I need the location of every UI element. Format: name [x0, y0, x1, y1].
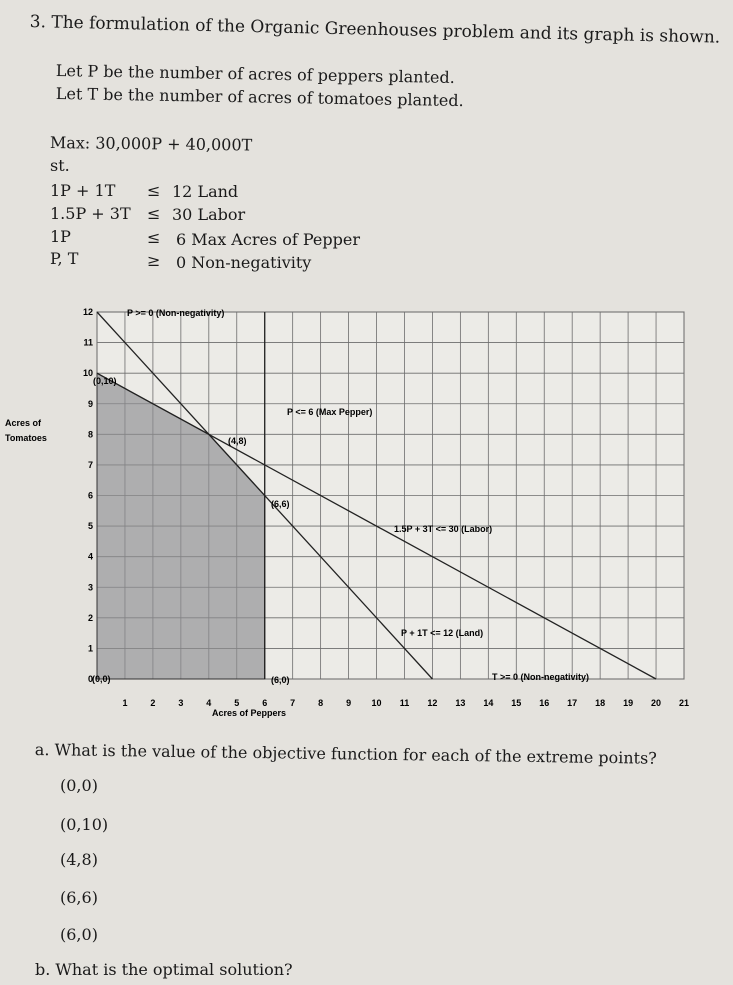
- x-tick-label: 9: [346, 698, 352, 708]
- constraint-rhs: 0 Non-negativity: [176, 253, 312, 272]
- y-tick-label: 10: [82, 368, 93, 379]
- constraint-rhs: 30 Labor: [172, 205, 246, 224]
- y-tick-label: 3: [87, 582, 93, 593]
- x-tick-label: 11: [399, 698, 410, 708]
- corner-label: (0,10): [93, 376, 117, 386]
- constraint-rhs: 6 Max Acres of Pepper: [176, 230, 360, 249]
- y-tick-label: 1: [87, 643, 93, 654]
- constraint-op: ≤: [147, 181, 161, 200]
- x-tick-label: 15: [511, 698, 522, 708]
- constraint-op: ≤: [147, 228, 161, 247]
- x-tick-label: 10: [371, 698, 382, 708]
- corner-label: (6,6): [271, 499, 290, 509]
- annotation-t-nonneg: T >= 0 (Non-negativity): [492, 672, 590, 682]
- annotation-labor: 1.5P + 3T <= 30 (Labor): [394, 524, 493, 534]
- constraint-lhs: 1P + 1T: [50, 181, 116, 200]
- corner-label: (4,8): [228, 436, 247, 446]
- constraint-lhs: 1P: [50, 227, 71, 246]
- y-tick-label: 7: [87, 459, 93, 470]
- x-tick-label: 3: [178, 698, 184, 708]
- let-p-text: Let P be the number of acres of peppers planted.: [55, 61, 455, 87]
- x-tick-label: 19: [623, 698, 634, 708]
- corner-label: (0,0): [92, 674, 111, 684]
- x-tick-label: 20: [651, 698, 662, 708]
- y-tick-label: 2: [87, 612, 93, 623]
- constraint-rhs: 12 Land: [172, 182, 239, 201]
- constraint-op: ≤: [147, 204, 161, 223]
- annotation-land: P + 1T <= 12 (Land): [401, 628, 484, 638]
- x-tick-label: 2: [150, 698, 156, 708]
- x-tick-label: 8: [318, 698, 324, 708]
- x-tick-label: 6: [262, 698, 268, 708]
- objective-function: Max: 30,000P + 40,000T: [49, 133, 253, 155]
- x-tick-label: 16: [539, 698, 550, 708]
- y-axis-label-line1: Acres of: [5, 418, 42, 428]
- y-tick-label: 0: [87, 674, 93, 684]
- x-tick-label: 21: [678, 698, 690, 708]
- y-tick-label: 11: [83, 337, 93, 348]
- constraint-lhs: P, T: [50, 249, 79, 268]
- y-tick-label: 5: [87, 521, 93, 532]
- extreme-point: (6,6): [60, 888, 98, 907]
- y-tick-label: 6: [87, 490, 93, 501]
- x-tick-label: 18: [595, 698, 606, 708]
- question-b: b. What is the optimal solution?: [35, 960, 293, 979]
- x-tick-label: 17: [567, 698, 578, 708]
- x-tick-label: 7: [290, 698, 296, 708]
- y-axis-label-line2: Tomatoes: [5, 433, 47, 443]
- annotation-p-nonneg: P >= 0 (Non-negativity): [127, 308, 225, 318]
- x-tick-label: 4: [206, 698, 212, 708]
- corner-label: (6,0): [271, 675, 290, 685]
- constraint-op: ≥: [147, 251, 161, 270]
- let-t-text: Let T be the number of acres of tomatoes planted.: [55, 84, 464, 111]
- extreme-point: (6,0): [60, 925, 98, 944]
- x-tick-label: 1: [122, 698, 128, 708]
- question-a: a. What is the value of the objective function for each of the extreme points?: [34, 740, 657, 768]
- problem-intro: 3. The formulation of the Organic Greenhouses problem and its graph is shown.: [29, 12, 721, 48]
- y-tick-label: 9: [87, 398, 93, 409]
- extreme-point: (4,8): [60, 850, 98, 869]
- annotation-max-pepper: P <= 6 (Max Pepper): [287, 407, 373, 417]
- subject-to: st.: [50, 156, 70, 175]
- y-tick-label: 8: [87, 429, 93, 440]
- x-tick-label: 12: [427, 698, 438, 708]
- constraint-lhs: 1.5P + 3T: [50, 204, 131, 223]
- extreme-point: (0,0): [60, 776, 98, 795]
- extreme-point: (0,10): [60, 815, 109, 834]
- x-axis-label: Acres of Peppers: [212, 708, 287, 718]
- x-tick-label: 5: [234, 698, 240, 708]
- x-tick-label: 14: [483, 698, 494, 708]
- y-tick-label: 4: [87, 551, 93, 562]
- x-tick-label: 13: [455, 698, 466, 708]
- y-tick-label: 12: [82, 307, 93, 317]
